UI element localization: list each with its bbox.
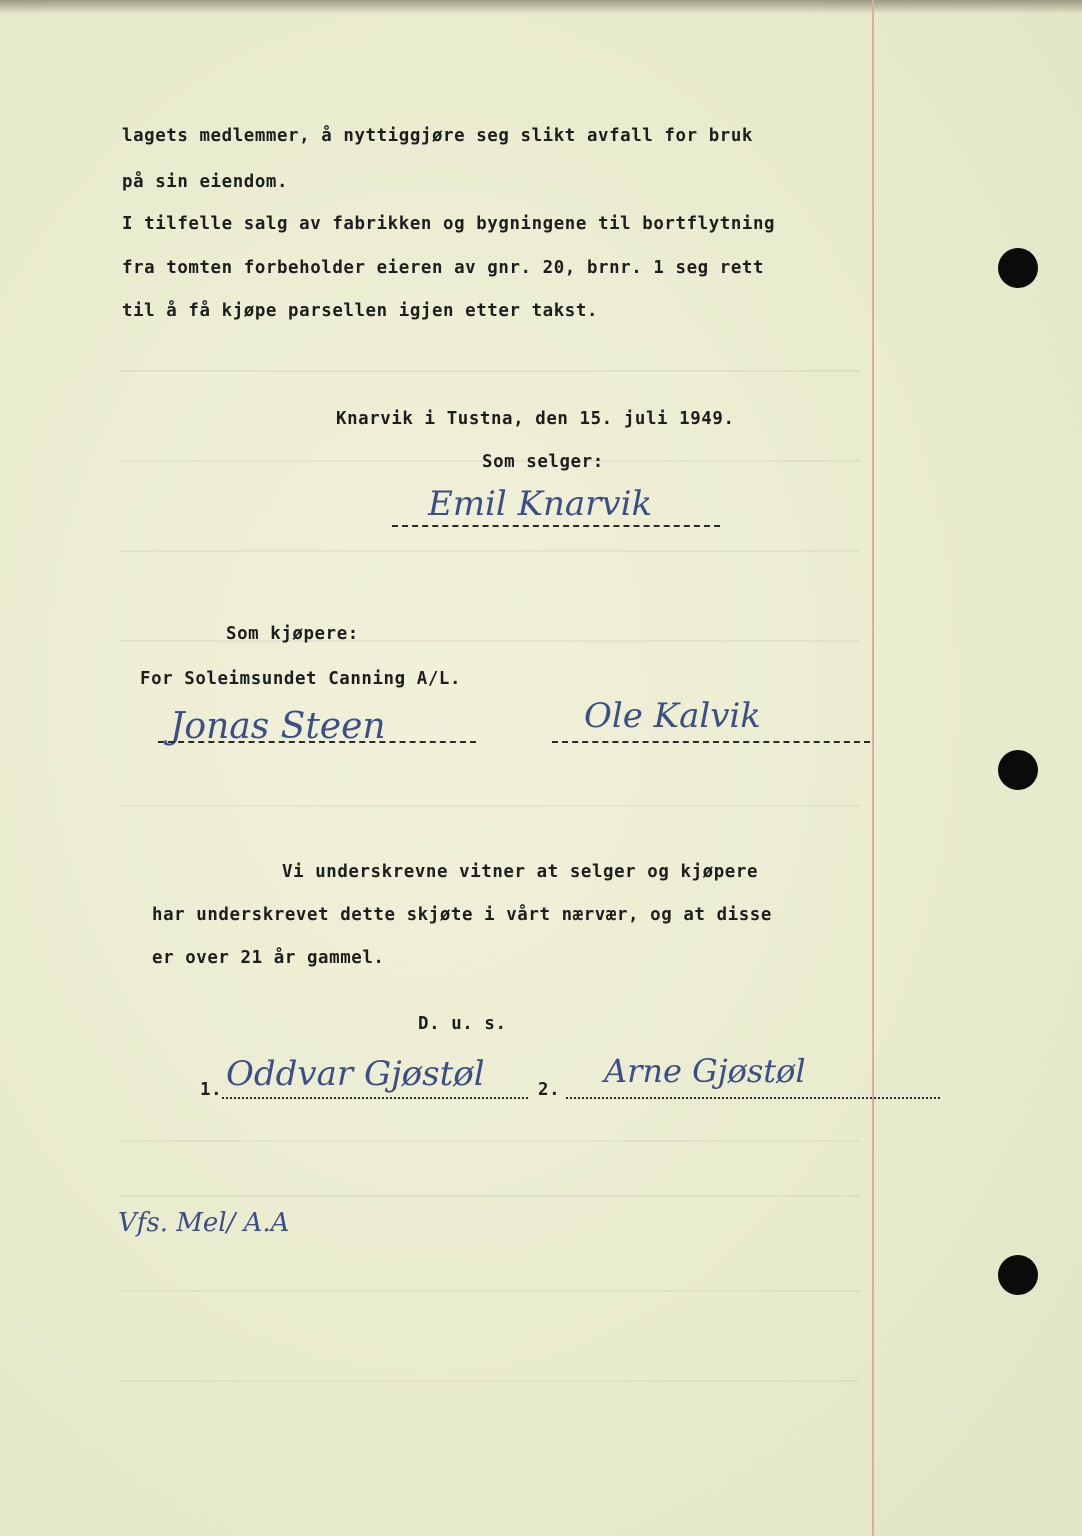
punch-hole-middle <box>998 750 1038 790</box>
place-date: Knarvik i Tustna, den 15. juli 1949. <box>336 409 735 429</box>
witness-1-signature: Oddvar Gjøstøl <box>226 1054 485 1094</box>
body-line-4: fra tomten forbeholder eieren av gnr. 20, brnr. 1 seg rett <box>122 258 765 278</box>
buyer-signature-2-line <box>552 741 870 743</box>
witness-line-3: er over 21 år gammel. <box>152 948 385 968</box>
buyers-company: For Soleimsundet Canning A/L. <box>140 669 462 689</box>
witness-line-2: har underskrevet dette skjøte i vårt nærvær, og at disse <box>152 905 772 925</box>
top-edge-shadow <box>0 0 1082 14</box>
seller-signature-line <box>392 525 720 527</box>
body-line-1: lagets medlemmer, å nyttiggjøre seg slikt avfall for bruk <box>122 126 753 146</box>
witness-1-line <box>222 1097 528 1099</box>
body-line-2: på sin eiendom. <box>122 172 289 192</box>
seller-label: Som selger: <box>482 452 604 472</box>
body-line-3: I tilfelle salg av fabrikken og bygningene til bortflytning <box>122 214 776 234</box>
punch-hole-bottom <box>998 1255 1038 1295</box>
buyer-signature-2: Ole Kalvik <box>584 696 761 736</box>
dus-abbreviation: D. u. s. <box>418 1014 507 1034</box>
buyer-signature-1: Jonas Steen <box>170 706 386 747</box>
buyers-label: Som kjøpere: <box>226 624 359 644</box>
witness-2-number: 2. <box>538 1080 561 1100</box>
red-margin-line <box>872 0 874 1536</box>
buyer-signature-1-line <box>158 741 476 743</box>
body-line-5: til å få kjøpe parsellen igjen etter takst. <box>122 301 599 321</box>
witness-1-number: 1. <box>200 1080 223 1100</box>
punch-hole-top <box>998 248 1038 288</box>
margin-note: Vfs. Mel/ A.A <box>118 1208 290 1238</box>
seller-signature: Emil Knarvik <box>428 484 653 524</box>
witness-2-signature: Arne Gjøstøl <box>604 1052 806 1090</box>
witness-line-1: Vi underskrevne vitner at selger og kjøpere <box>282 862 759 882</box>
witness-2-line <box>566 1097 940 1099</box>
